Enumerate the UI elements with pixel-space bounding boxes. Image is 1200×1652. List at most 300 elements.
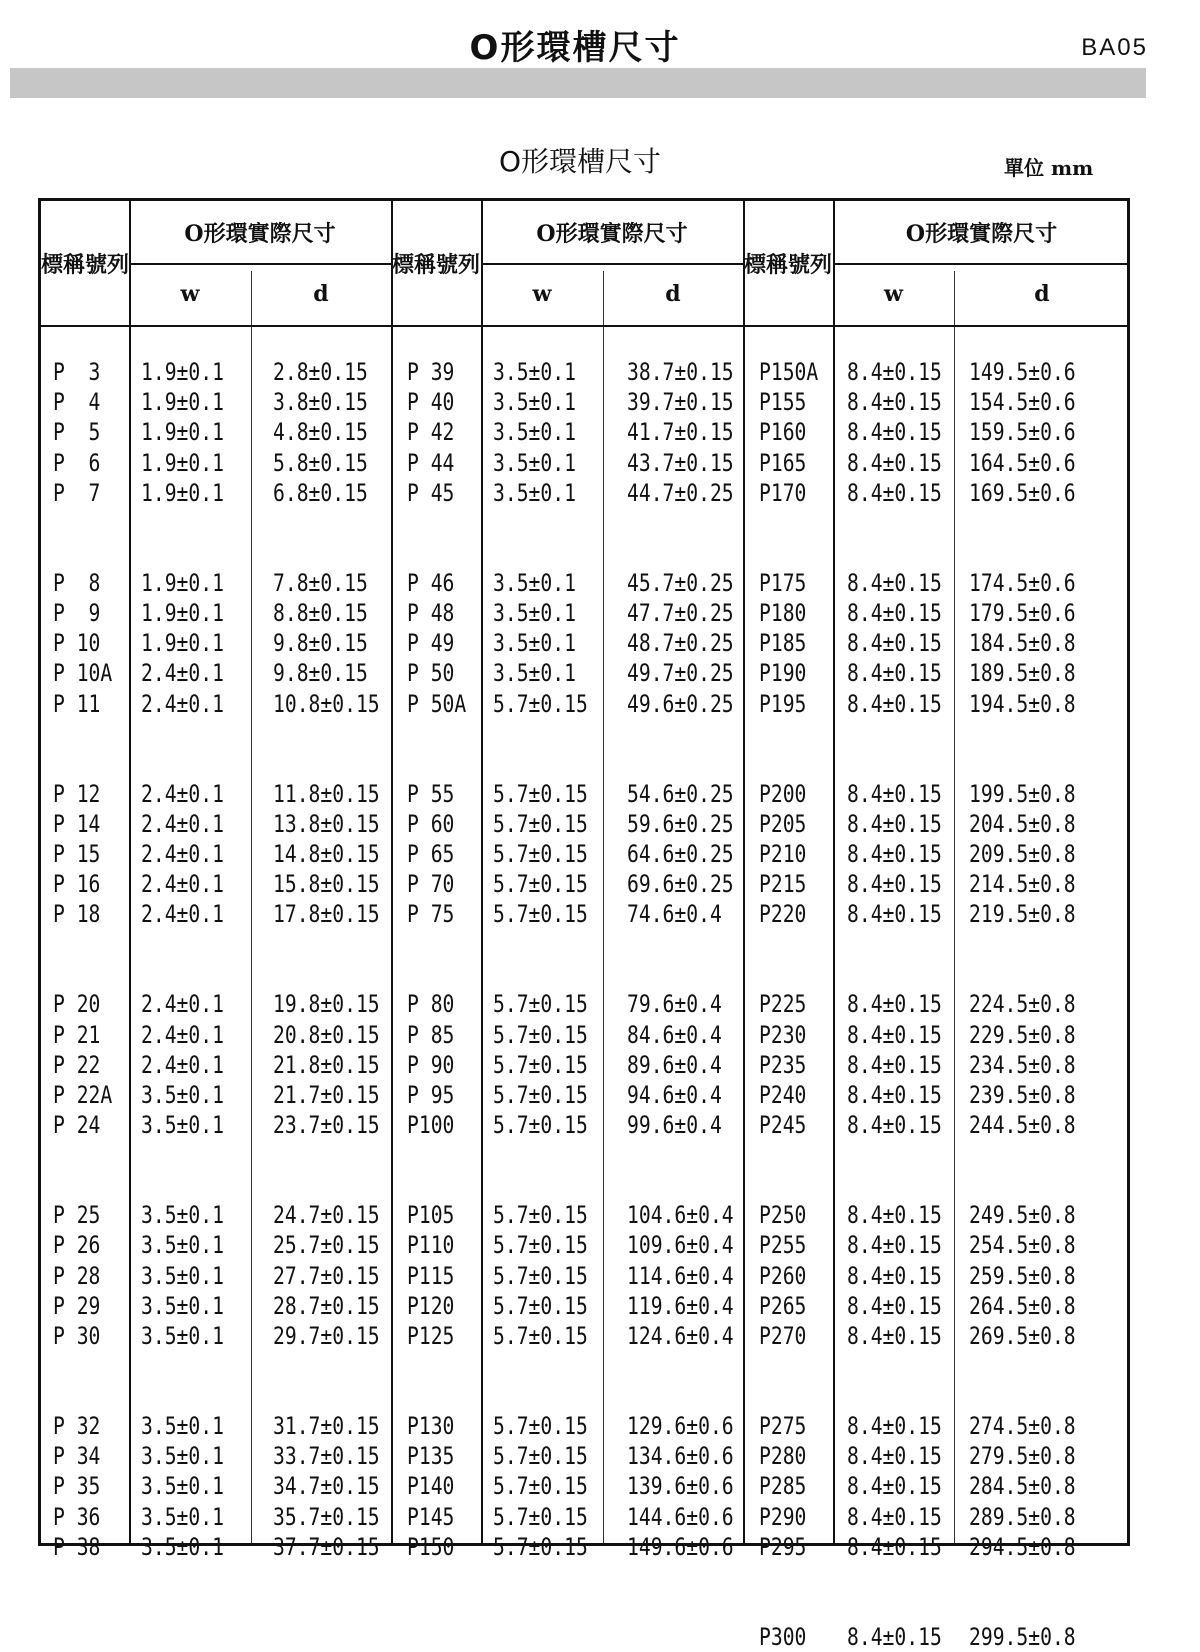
header-actual: O形環實際尺寸	[184, 220, 336, 247]
cell-d: 114.6±0.4	[627, 1261, 734, 1290]
cell-nominal: P 12	[53, 779, 101, 808]
cell-d: 289.5±0.8	[969, 1502, 1076, 1531]
cell-nominal: P 44	[407, 448, 455, 477]
cell-d: 299.5±0.8	[969, 1622, 1076, 1651]
cell-d: 54.6±0.25	[627, 779, 734, 808]
cell-nominal: P200	[759, 779, 807, 808]
cell-nominal: P150	[407, 1532, 455, 1561]
cell-w: 5.7±0.15	[493, 990, 588, 1019]
cell-nominal: P265	[759, 1291, 807, 1320]
cell-d: 194.5±0.8	[969, 689, 1076, 718]
cell-nominal: P145	[407, 1502, 455, 1531]
cell-d: 13.8±0.15	[273, 809, 380, 838]
cell-w: 8.4±0.15	[847, 1322, 942, 1350]
cell-nominal: P 7	[53, 478, 101, 507]
cell-d: 37.7±0.15	[273, 1532, 380, 1561]
cell-d: 33.7±0.15	[273, 1442, 380, 1471]
cell-w: 5.7±0.15	[493, 1291, 588, 1320]
cell-nominal: P 90	[407, 1050, 455, 1079]
cell-nominal: P 75	[407, 900, 455, 929]
cell-d: 144.6±0.6	[627, 1502, 734, 1531]
cell-w: 8.4±0.15	[847, 840, 942, 868]
cell-w: 8.4±0.15	[847, 1412, 942, 1440]
cell-nominal: P 10	[53, 629, 101, 658]
cell-w: 3.5±0.1	[493, 358, 576, 386]
cell-w: 8.4±0.15	[847, 1291, 942, 1320]
cell-d: 23.7±0.15	[273, 1111, 380, 1140]
cell-w: 8.4±0.15	[847, 478, 942, 507]
o-ring-dimension-table	[38, 198, 1130, 1651]
table-caption: O形環槽尺寸	[498, 145, 662, 178]
cell-d: 31.7±0.15	[273, 1412, 380, 1440]
cell-d: 49.7±0.25	[627, 659, 734, 688]
page-title: O形環槽尺寸	[469, 28, 681, 68]
cell-d: 109.6±0.4	[627, 1231, 734, 1260]
cell-d: 219.5±0.8	[969, 900, 1076, 929]
cell-w: 5.7±0.15	[493, 689, 588, 718]
cell-d: 44.7±0.25	[627, 478, 734, 507]
cell-w: 5.7±0.15	[493, 900, 588, 929]
cell-w: 3.5±0.1	[141, 1111, 224, 1140]
cell-w: 8.4±0.15	[847, 900, 942, 929]
cell-w: 3.5±0.1	[493, 599, 576, 627]
cell-d: 28.7±0.15	[273, 1291, 380, 1320]
header-w: w	[884, 281, 903, 307]
cell-nominal: P235	[759, 1050, 807, 1079]
cell-d: 17.8±0.15	[273, 900, 380, 929]
header-w: w	[532, 281, 552, 307]
divider	[954, 271, 955, 1543]
cell-w: 2.4±0.1	[141, 990, 224, 1019]
cell-nominal: P280	[759, 1442, 807, 1471]
cell-nominal: P260	[759, 1261, 807, 1290]
cell-w: 8.4±0.15	[847, 629, 942, 658]
cell-nominal: P 36	[53, 1502, 101, 1531]
cell-d: 11.8±0.15	[273, 779, 380, 808]
cell-d: 149.6±0.6	[627, 1532, 734, 1561]
cell-nominal: P 18	[53, 900, 101, 929]
cell-d: 149.5±0.6	[969, 358, 1076, 386]
cell-w: 3.5±0.1	[493, 418, 576, 447]
cell-nominal: P 80	[407, 990, 455, 1019]
cell-d: 259.5±0.8	[969, 1261, 1076, 1290]
cell-w: 3.5±0.1	[493, 568, 576, 597]
cell-d: 7.8±0.15	[273, 568, 368, 597]
cell-w: 5.7±0.15	[493, 1502, 588, 1531]
cell-nominal: P 5	[53, 418, 101, 447]
cell-w: 5.7±0.15	[493, 1020, 588, 1049]
cell-d: 169.5±0.6	[969, 478, 1076, 507]
cell-w: 5.7±0.15	[493, 1111, 588, 1140]
cell-nominal: P245	[759, 1111, 807, 1140]
cell-nominal: P 85	[407, 1020, 455, 1049]
cell-w: 5.7±0.15	[493, 870, 588, 899]
cell-w: 5.7±0.15	[493, 1231, 588, 1260]
cell-nominal: P100	[407, 1111, 455, 1140]
header-nominal: 標稱號列	[743, 251, 832, 278]
cell-nominal: P 40	[407, 388, 455, 417]
cell-w: 5.7±0.15	[493, 809, 588, 838]
cell-nominal: P300	[759, 1622, 807, 1651]
cell-d: 6.8±0.15	[273, 478, 368, 507]
header-actual: O形環實際尺寸	[536, 220, 688, 247]
cell-w: 2.4±0.1	[141, 659, 224, 688]
cell-d: 264.5±0.8	[969, 1291, 1076, 1320]
cell-nominal: P120	[407, 1291, 455, 1320]
cell-w: 2.4±0.1	[141, 809, 224, 838]
cell-w: 8.4±0.15	[847, 358, 942, 386]
cell-w: 8.4±0.15	[847, 1201, 942, 1230]
cell-nominal: P 3	[53, 358, 101, 386]
cell-nominal: P 15	[53, 840, 101, 868]
cell-w: 5.7±0.15	[493, 1081, 588, 1109]
header-w: w	[180, 281, 200, 307]
cell-nominal: P165	[759, 448, 807, 477]
cell-w: 8.4±0.15	[847, 1081, 942, 1109]
cell-d: 38.7±0.15	[627, 358, 734, 386]
cell-d: 4.8±0.15	[273, 418, 368, 447]
cell-w: 1.9±0.1	[141, 599, 224, 627]
cell-d: 104.6±0.4	[627, 1201, 734, 1230]
cell-w: 3.5±0.1	[141, 1081, 224, 1109]
cell-w: 1.9±0.1	[141, 418, 224, 447]
cell-nominal: P190	[759, 659, 807, 688]
document-code: BA05	[1081, 34, 1148, 61]
header-d: d	[313, 281, 329, 307]
divider	[833, 201, 835, 1543]
cell-nominal: P 46	[407, 568, 455, 597]
cell-d: 139.6±0.6	[627, 1472, 734, 1501]
cell-w: 1.9±0.1	[141, 478, 224, 507]
cell-d: 84.6±0.4	[627, 1020, 722, 1049]
cell-d: 199.5±0.8	[969, 779, 1076, 808]
cell-d: 27.7±0.15	[273, 1261, 380, 1290]
cell-w: 3.5±0.1	[141, 1502, 224, 1531]
cell-nominal: P110	[407, 1231, 455, 1260]
cell-d: 154.5±0.6	[969, 388, 1076, 417]
cell-w: 8.4±0.15	[847, 990, 942, 1019]
cell-w: 8.4±0.15	[847, 1502, 942, 1531]
cell-d: 119.6±0.4	[627, 1291, 734, 1320]
cell-w: 5.7±0.15	[493, 779, 588, 808]
cell-w: 8.4±0.15	[847, 1231, 942, 1260]
cell-nominal: P155	[759, 388, 807, 417]
cell-nominal: P 6	[53, 448, 101, 477]
cell-w: 3.5±0.1	[141, 1261, 224, 1290]
cell-w: 5.7±0.15	[493, 1322, 588, 1350]
cell-nominal: P270	[759, 1322, 807, 1350]
cell-d: 99.6±0.4	[627, 1111, 722, 1140]
cell-d: 74.6±0.4	[627, 900, 722, 929]
cell-d: 45.7±0.25	[627, 568, 734, 597]
cell-w: 8.4±0.15	[847, 418, 942, 447]
cell-nominal: P255	[759, 1231, 807, 1260]
cell-w: 2.4±0.1	[141, 689, 224, 718]
divider	[743, 201, 745, 1543]
cell-w: 3.5±0.1	[493, 629, 576, 658]
cell-nominal: P 50A	[407, 689, 467, 718]
cell-w: 8.4±0.15	[847, 388, 942, 417]
cell-nominal: P 32	[53, 1412, 101, 1440]
header-nominal: 標稱號列	[41, 251, 130, 278]
cell-w: 2.4±0.1	[141, 870, 224, 899]
cell-w: 5.7±0.15	[493, 1532, 588, 1561]
divider	[391, 201, 393, 1543]
cell-nominal: P 42	[407, 418, 455, 447]
cell-d: 234.5±0.8	[969, 1050, 1076, 1079]
cell-d: 204.5±0.8	[969, 809, 1076, 838]
cell-nominal: P150A	[759, 358, 819, 386]
cell-d: 189.5±0.8	[969, 659, 1076, 688]
cell-w: 2.4±0.1	[141, 1050, 224, 1079]
cell-d: 20.8±0.15	[273, 1020, 380, 1049]
cell-w: 1.9±0.1	[141, 358, 224, 386]
cell-d: 294.5±0.8	[969, 1532, 1076, 1561]
cell-d: 41.7±0.15	[627, 418, 734, 447]
cell-w: 3.5±0.1	[493, 659, 576, 688]
divider	[481, 201, 483, 1543]
cell-d: 64.6±0.25	[627, 840, 734, 868]
cell-nominal: P 28	[53, 1261, 101, 1290]
cell-w: 2.4±0.1	[141, 900, 224, 929]
cell-w: 8.4±0.15	[847, 689, 942, 718]
cell-d: 39.7±0.15	[627, 388, 734, 417]
cell-d: 9.8±0.15	[273, 659, 368, 688]
cell-nominal: P220	[759, 900, 807, 929]
cell-d: 174.5±0.6	[969, 568, 1076, 597]
cell-w: 3.5±0.1	[493, 388, 576, 417]
cell-d: 129.6±0.6	[627, 1412, 734, 1440]
cell-w: 3.5±0.1	[141, 1412, 224, 1440]
cell-w: 5.7±0.15	[493, 1261, 588, 1290]
header-nominal: 標稱號列	[391, 251, 480, 278]
cell-d: 239.5±0.8	[969, 1081, 1076, 1109]
header-d: d	[665, 281, 681, 307]
cell-nominal: P 10A	[53, 659, 113, 688]
cell-nominal: P185	[759, 629, 807, 658]
cell-w: 8.4±0.15	[847, 448, 942, 477]
cell-w: 3.5±0.1	[493, 448, 576, 477]
cell-d: 9.8±0.15	[273, 629, 368, 658]
cell-d: 124.6±0.4	[627, 1322, 734, 1350]
divider	[129, 201, 131, 1543]
cell-nominal: P140	[407, 1472, 455, 1501]
cell-d: 254.5±0.8	[969, 1231, 1076, 1260]
cell-w: 3.5±0.1	[141, 1442, 224, 1471]
cell-d: 159.5±0.6	[969, 418, 1076, 447]
divider	[41, 325, 1127, 327]
cell-nominal: P285	[759, 1472, 807, 1501]
cell-w: 8.4±0.15	[847, 599, 942, 627]
cell-nominal: P180	[759, 599, 807, 627]
cell-d: 269.5±0.8	[969, 1322, 1076, 1350]
cell-nominal: P 50	[407, 659, 455, 688]
cell-nominal: P 22A	[53, 1081, 113, 1109]
cell-nominal: P 65	[407, 840, 455, 868]
cell-d: 35.7±0.15	[273, 1502, 380, 1531]
cell-d: 244.5±0.8	[969, 1111, 1076, 1140]
cell-w: 5.7±0.15	[493, 840, 588, 868]
cell-nominal: P 48	[407, 599, 455, 627]
cell-d: 21.7±0.15	[273, 1081, 380, 1109]
cell-w: 8.4±0.15	[847, 568, 942, 597]
cell-nominal: P 24	[53, 1111, 101, 1140]
cell-w: 8.4±0.15	[847, 659, 942, 688]
cell-nominal: P290	[759, 1502, 807, 1531]
cell-nominal: P215	[759, 870, 807, 899]
cell-d: 209.5±0.8	[969, 840, 1076, 868]
cell-nominal: P170	[759, 478, 807, 507]
cell-w: 3.5±0.1	[141, 1532, 224, 1561]
cell-d: 2.8±0.15	[273, 358, 368, 386]
divider	[603, 271, 604, 1543]
cell-d: 15.8±0.15	[273, 870, 380, 899]
cell-nominal: P 70	[407, 870, 455, 899]
cell-d: 48.7±0.25	[627, 629, 734, 658]
cell-nominal: P125	[407, 1322, 455, 1350]
cell-d: 94.6±0.4	[627, 1081, 722, 1109]
cell-nominal: P115	[407, 1261, 455, 1290]
cell-d: 279.5±0.8	[969, 1442, 1076, 1471]
cell-w: 3.5±0.1	[493, 478, 576, 507]
cell-d: 79.6±0.4	[627, 990, 722, 1019]
cell-d: 47.7±0.25	[627, 599, 734, 627]
cell-d: 3.8±0.15	[273, 388, 368, 417]
cell-w: 8.4±0.15	[847, 1111, 942, 1140]
cell-nominal: P195	[759, 689, 807, 718]
cell-w: 8.4±0.15	[847, 1442, 942, 1471]
cell-nominal: P 11	[53, 689, 101, 718]
cell-nominal: P210	[759, 840, 807, 868]
cell-nominal: P 55	[407, 779, 455, 808]
cell-w: 1.9±0.1	[141, 629, 224, 658]
cell-w: 2.4±0.1	[141, 1020, 224, 1049]
cell-d: 29.7±0.15	[273, 1322, 380, 1350]
cell-nominal: P135	[407, 1442, 455, 1471]
cell-nominal: P240	[759, 1081, 807, 1109]
cell-d: 14.8±0.15	[273, 840, 380, 868]
cell-d: 184.5±0.8	[969, 629, 1076, 658]
cell-d: 224.5±0.8	[969, 990, 1076, 1019]
unit-label: 單位 mm	[1004, 156, 1094, 180]
cell-w: 8.4±0.15	[847, 1020, 942, 1049]
cell-nominal: P 14	[53, 809, 101, 838]
cell-nominal: P275	[759, 1412, 807, 1440]
cell-nominal: P 35	[53, 1472, 101, 1501]
cell-w: 8.4±0.15	[847, 809, 942, 838]
cell-nominal: P205	[759, 809, 807, 838]
cell-nominal: P 45	[407, 478, 455, 507]
cell-d: 8.8±0.15	[273, 599, 368, 627]
cell-w: 8.4±0.15	[847, 1622, 942, 1651]
cell-d: 274.5±0.8	[969, 1412, 1076, 1440]
cell-d: 10.8±0.15	[273, 689, 380, 718]
cell-nominal: P 25	[53, 1201, 101, 1230]
cell-w: 1.9±0.1	[141, 568, 224, 597]
cell-d: 24.7±0.15	[273, 1201, 380, 1230]
cell-w: 8.4±0.15	[847, 1050, 942, 1079]
cell-nominal: P295	[759, 1532, 807, 1561]
header-d: d	[1034, 281, 1050, 307]
cell-w: 1.9±0.1	[141, 388, 224, 417]
cell-w: 5.7±0.15	[493, 1472, 588, 1501]
cell-w: 2.4±0.1	[141, 779, 224, 808]
cell-d: 229.5±0.8	[969, 1020, 1076, 1049]
divider	[251, 271, 252, 1543]
header-bar	[10, 68, 1146, 98]
cell-nominal: P 60	[407, 809, 455, 838]
header-actual: O形環實際尺寸	[905, 220, 1058, 247]
cell-w: 5.7±0.15	[493, 1201, 588, 1230]
cell-w: 5.7±0.15	[493, 1412, 588, 1440]
cell-nominal: P130	[407, 1412, 455, 1440]
cell-nominal: P 20	[53, 990, 101, 1019]
cell-w: 3.5±0.1	[141, 1472, 224, 1501]
cell-nominal: P 29	[53, 1291, 101, 1320]
cell-nominal: P 34	[53, 1442, 101, 1471]
cell-nominal: P 49	[407, 629, 455, 658]
cell-w: 8.4±0.15	[847, 870, 942, 899]
cell-d: 5.8±0.15	[273, 448, 368, 477]
cell-w: 1.9±0.1	[141, 448, 224, 477]
cell-w: 2.4±0.1	[141, 840, 224, 868]
cell-d: 134.6±0.6	[627, 1442, 734, 1471]
cell-w: 3.5±0.1	[141, 1231, 224, 1260]
cell-d: 89.6±0.4	[627, 1050, 722, 1079]
cell-d: 164.5±0.6	[969, 448, 1076, 477]
cell-d: 19.8±0.15	[273, 990, 380, 1019]
cell-nominal: P 9	[53, 599, 101, 627]
cell-d: 59.6±0.25	[627, 809, 734, 838]
cell-nominal: P 16	[53, 870, 101, 899]
cell-nominal: P230	[759, 1020, 807, 1049]
cell-nominal: P 95	[407, 1081, 455, 1109]
cell-nominal: P 26	[53, 1231, 101, 1260]
cell-d: 249.5±0.8	[969, 1201, 1076, 1230]
cell-w: 5.7±0.15	[493, 1442, 588, 1471]
cell-nominal: P 8	[53, 568, 101, 597]
cell-w: 8.4±0.15	[847, 1532, 942, 1561]
cell-nominal: P225	[759, 990, 807, 1019]
cell-d: 69.6±0.25	[627, 870, 734, 899]
cell-d: 284.5±0.8	[969, 1472, 1076, 1501]
cell-w: 3.5±0.1	[141, 1201, 224, 1230]
cell-d: 21.8±0.15	[273, 1050, 380, 1079]
cell-d: 179.5±0.6	[969, 599, 1076, 627]
cell-w: 3.5±0.1	[141, 1291, 224, 1320]
cell-nominal: P160	[759, 418, 807, 447]
cell-w: 8.4±0.15	[847, 779, 942, 808]
cell-nominal: P250	[759, 1201, 807, 1230]
cell-nominal: P 30	[53, 1322, 101, 1350]
cell-w: 5.7±0.15	[493, 1050, 588, 1079]
cell-w: 3.5±0.1	[141, 1322, 224, 1350]
cell-w: 8.4±0.15	[847, 1261, 942, 1290]
cell-d: 34.7±0.15	[273, 1472, 380, 1501]
cell-w: 8.4±0.15	[847, 1472, 942, 1501]
cell-nominal: P 39	[407, 358, 455, 386]
cell-nominal: P175	[759, 568, 807, 597]
cell-nominal: P 4	[53, 388, 101, 417]
cell-d: 25.7±0.15	[273, 1231, 380, 1260]
cell-d: 49.6±0.25	[627, 689, 734, 718]
cell-nominal: P 22	[53, 1050, 101, 1079]
cell-nominal: P 21	[53, 1020, 101, 1049]
cell-nominal: P 38	[53, 1532, 101, 1561]
cell-nominal: P105	[407, 1201, 455, 1230]
cell-d: 43.7±0.15	[627, 448, 734, 477]
cell-d: 214.5±0.8	[969, 870, 1076, 899]
